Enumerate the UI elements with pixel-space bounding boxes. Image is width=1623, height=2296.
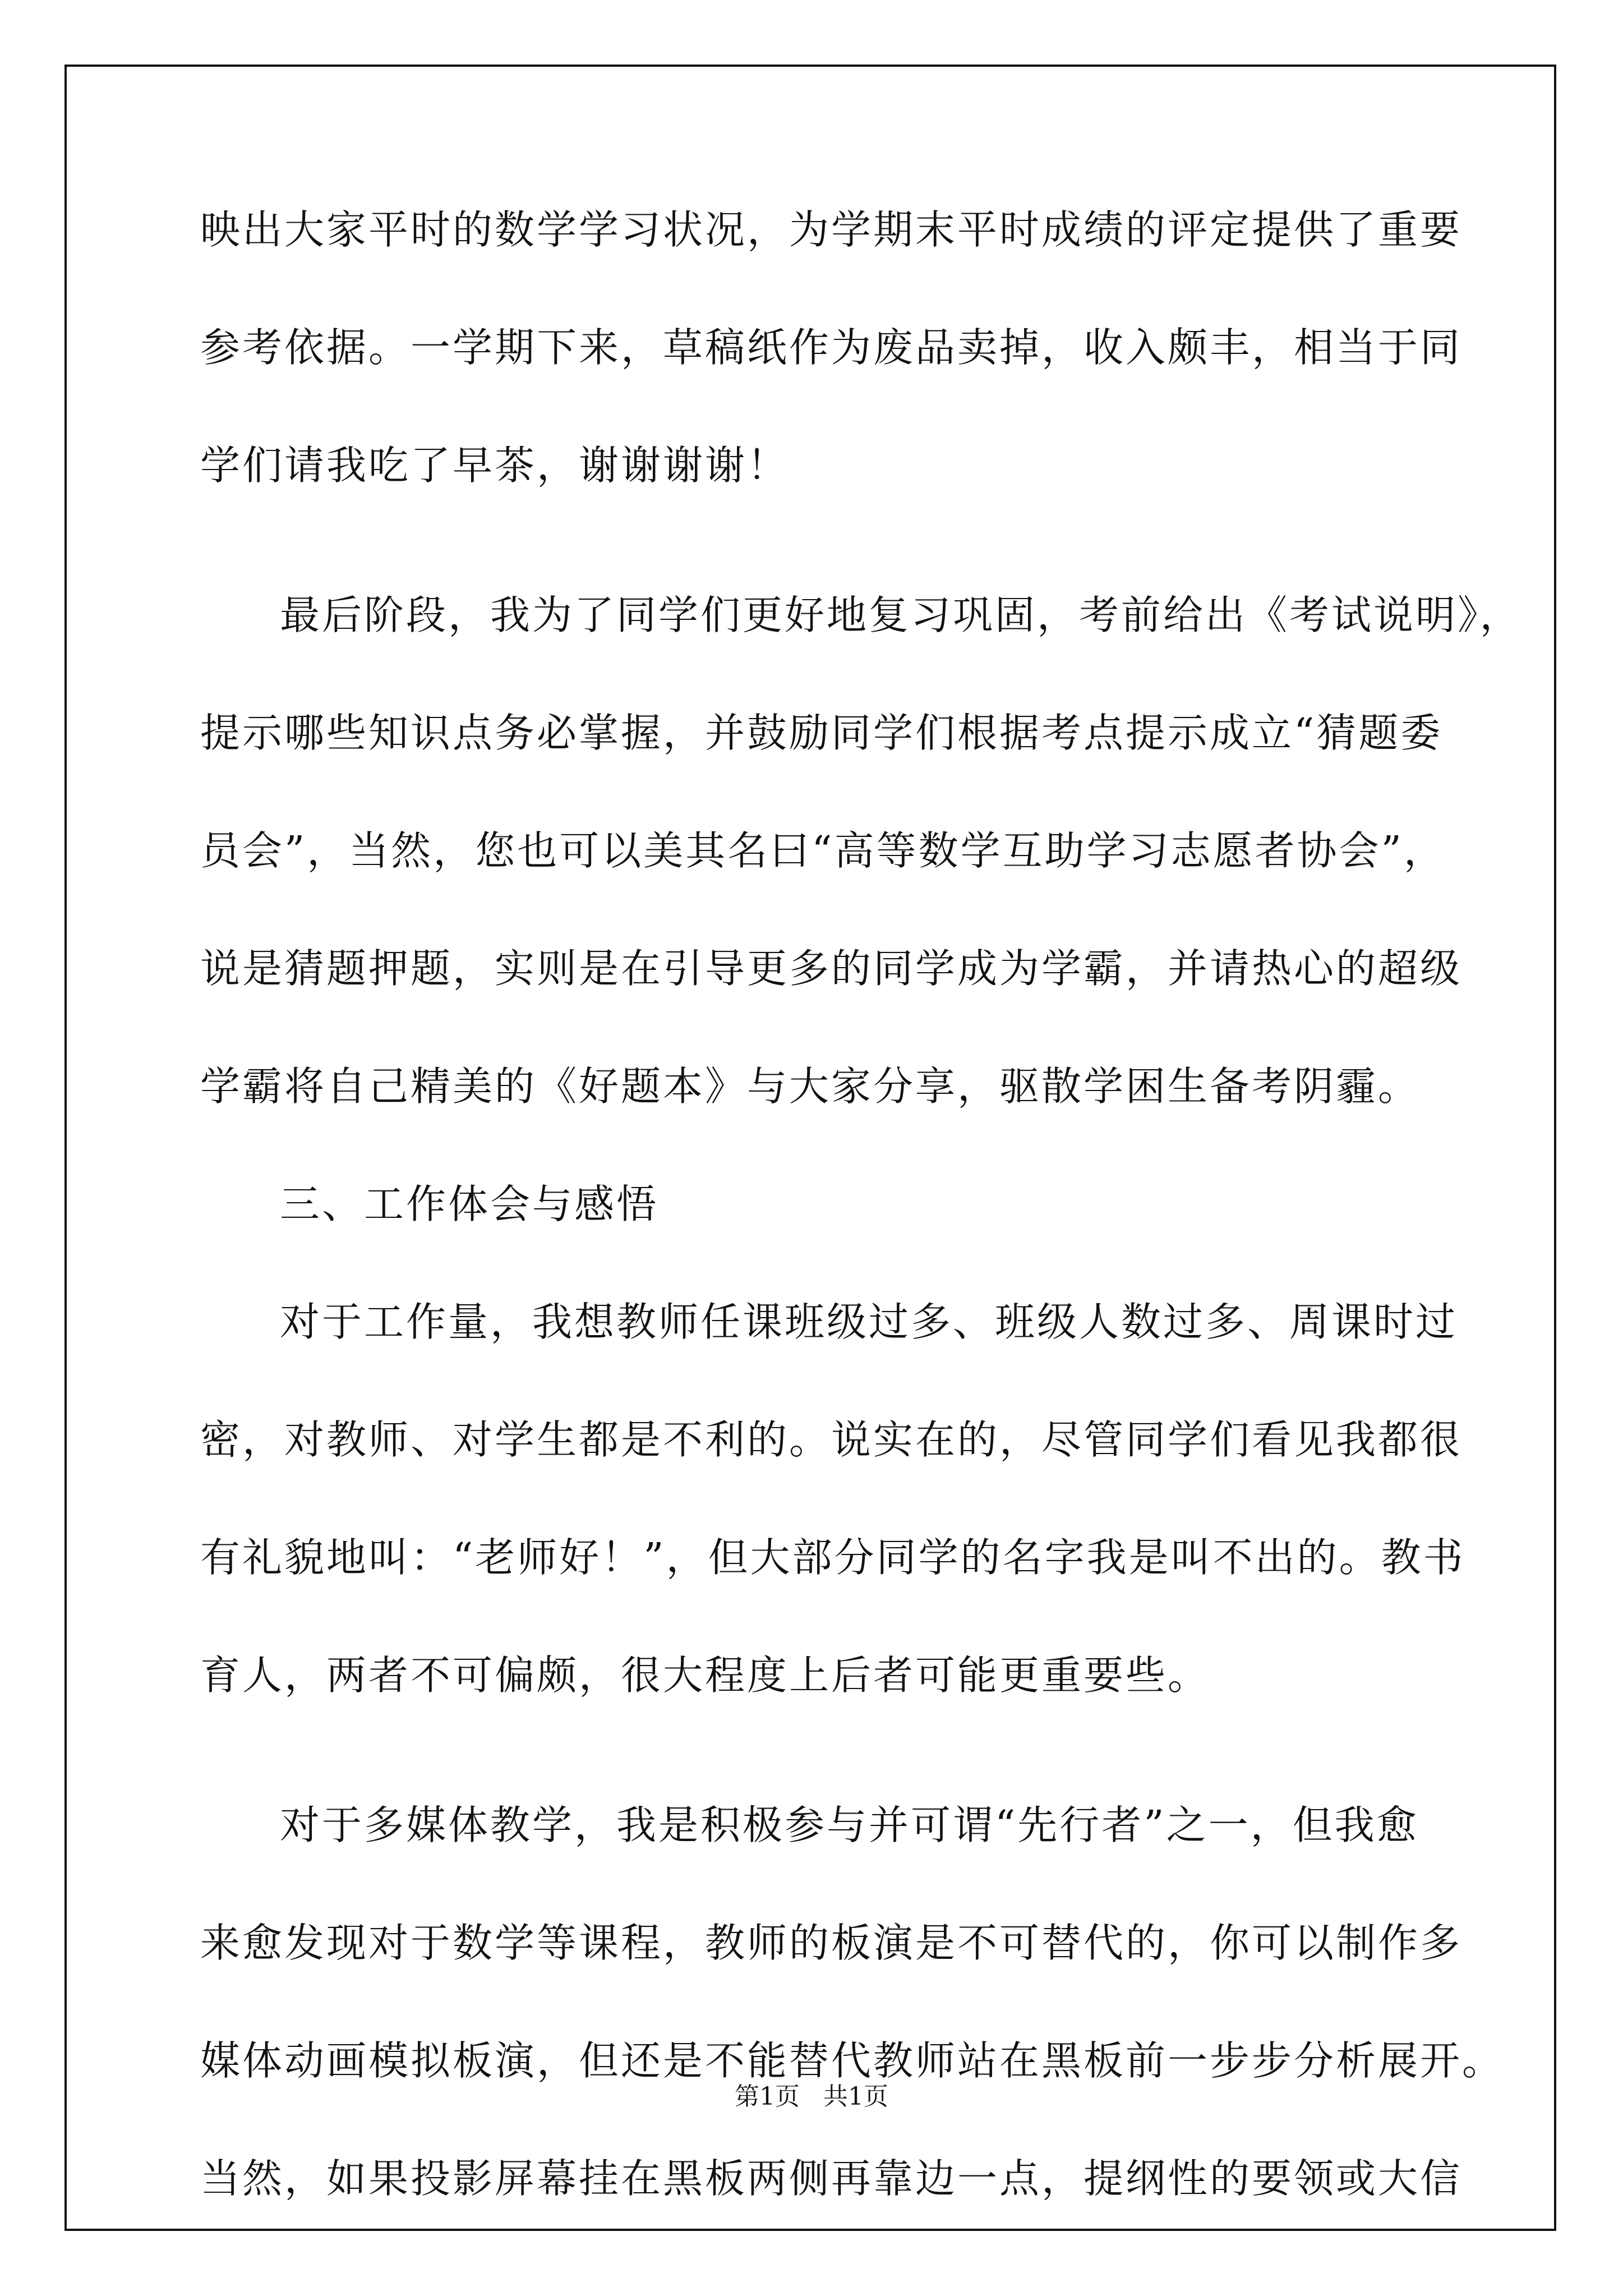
paragraph-line: 来愈发现对于数学等课程，教师的板演是不可替代的，你可以制作多 <box>200 1920 1463 1966</box>
paragraph-line: 最后阶段，我为了同学们更好地复习巩固，考前给出《考试说明》， <box>280 592 1522 638</box>
paragraph-line: 对于多媒体教学，我是积极参与并可谓“先行者”之一，但我愈 <box>280 1802 1419 1848</box>
paragraph-line: 学们请我吃了早茶，谢谢谢谢！ <box>200 442 790 489</box>
paragraph-line: 学霸将自己精美的《好题本》与大家分享，驱散学困生备考阴霾。 <box>200 1063 1421 1110</box>
paragraph-line: 对于工作量，我想教师任课班级过多、班级人数过多、周课时过 <box>280 1299 1458 1345</box>
document-body <box>200 202 1522 2207</box>
section-heading: 三、工作体会与感悟 <box>280 1181 659 1227</box>
paragraph-line: 映出大家平时的数学学习状况，为学期末平时成绩的评定提供了重要 <box>200 206 1463 253</box>
paragraph-line: 育人，两者不可偏颇，很大程度上后者可能更重要些。 <box>200 1652 1210 1699</box>
paragraph-line: 有礼貌地叫：“老师好！”，但大部分同学的名字我是叫不出的。教书 <box>200 1534 1465 1581</box>
paragraph-line: 说是猜题押题，实则是在引导更多的同学成为学霸，并请热心的超级 <box>200 945 1463 992</box>
paragraph-line: 当然，如果投影屏幕挂在黑板两侧再靠边一点，提纲性的要领或大信 <box>200 2155 1463 2202</box>
paragraph-line: 提示哪些知识点务必掌握，并鼓励同学们根据考点提示成立“猜题委 <box>200 710 1443 756</box>
paragraph-line: 员会”，当然，您也可以美其名曰“高等数学互助学习志愿者协会”， <box>200 827 1446 874</box>
paragraph-line: 密，对教师、对学生都是不利的。说实在的，尽管同学们看见我都很 <box>200 1416 1463 1463</box>
page-number-footer: 第1页 共1页 <box>735 2082 888 2111</box>
paragraph-line: 参考依据。一学期下来，草稿纸作为废品卖掉，收入颇丰，相当于同 <box>200 324 1463 371</box>
paragraph-line: 媒体动画模拟板演，但还是不能替代教师站在黑板前一步步分析展开。 <box>200 2037 1505 2084</box>
